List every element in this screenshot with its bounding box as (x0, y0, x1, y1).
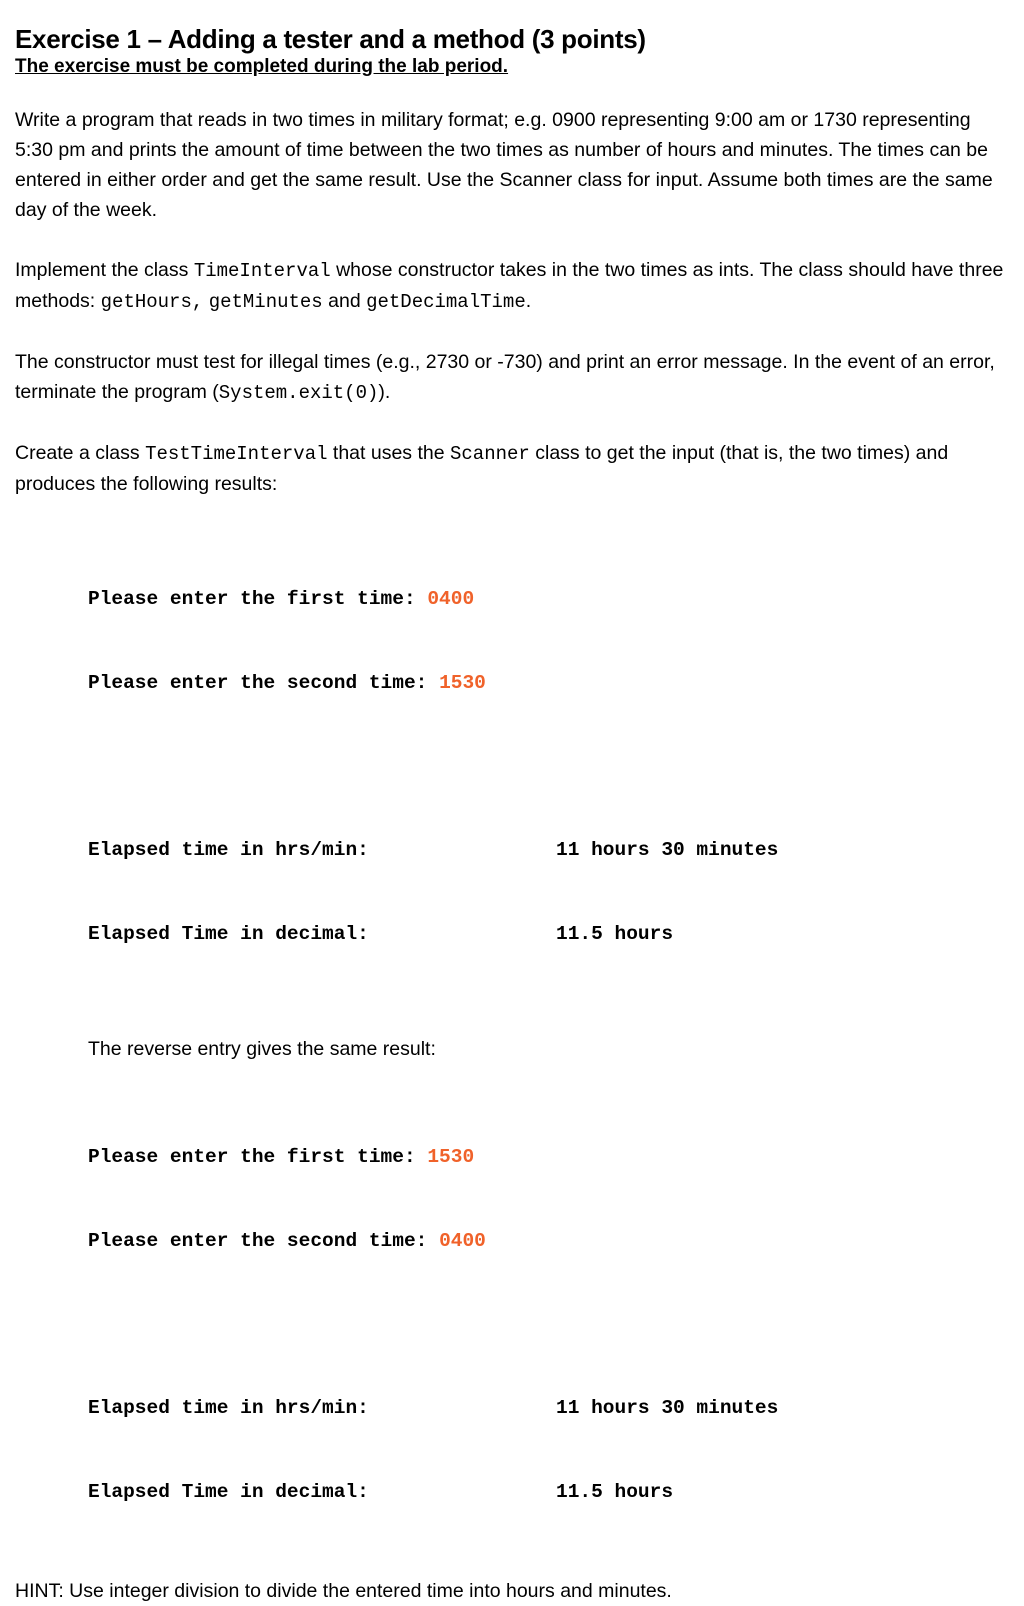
result-label-decimal: Elapsed Time in decimal: (88, 923, 369, 945)
paragraph-constructor-text-1: The constructor must test for illegal times (e.g., 2730 or -730) and print an error message. In the event of an error, terminate the program ( (15, 351, 995, 403)
console-line-first-time (88, 1143, 1010, 1171)
result-row-hrs-min (88, 836, 1010, 864)
console-line-first-time (88, 585, 1010, 613)
result-row-decimal (88, 1478, 1010, 1506)
paragraph-implement (15, 255, 1010, 317)
result-value-hrs-min: 11 hours 30 minutes (556, 1397, 779, 1419)
prompt-first-time: Please enter the first time: (88, 1146, 428, 1168)
input-first-time: 1530 (427, 1146, 475, 1168)
paragraph-implement-text-5: . (525, 290, 532, 312)
paragraph-tester-text-1: Create a class (15, 442, 146, 464)
exercise-subtitle: The exercise must be completed during the lab period. (15, 56, 509, 77)
paragraph-implement-text-1: Implement the class (15, 259, 194, 281)
paragraph-constructor-text-2: ). (378, 381, 391, 403)
class-name-scanner: Scanner (450, 443, 530, 465)
console-example-1 (88, 529, 1010, 1004)
paragraph-tester (15, 438, 1010, 499)
class-name-timeinterval: TimeInterval (193, 260, 331, 282)
result-value-decimal: 11.5 hours (556, 923, 674, 945)
paragraph-tester-text-2: that uses the (327, 442, 450, 464)
input-first-time: 0400 (427, 588, 475, 610)
paragraph-constructor (15, 347, 1010, 408)
console-line-second-time (88, 1227, 1010, 1255)
console-example-2 (88, 1087, 1010, 1562)
method-gethours: getHours, (100, 291, 204, 313)
document-page (15, 22, 1010, 1606)
result-row-decimal (88, 920, 1010, 948)
class-name-testtimeinterval: TestTimeInterval (145, 443, 328, 465)
prompt-first-time: Please enter the first time: (88, 588, 428, 610)
prompt-second-time: Please enter the second time: (88, 1230, 440, 1252)
console-line-second-time (88, 669, 1010, 697)
result-row-hrs-min (88, 1394, 1010, 1422)
hint-text: HINT: Use integer division to divide the entered time into hours and minutes. (15, 1580, 672, 1602)
input-second-time: 0400 (439, 1230, 486, 1252)
paragraph-tester-text-3: class to get the input (that is, the two times) and produces the following results: (15, 442, 949, 495)
exercise-title: Exercise 1 – Adding a tester and a method (3 points) (15, 24, 646, 54)
input-second-time: 1530 (439, 672, 486, 694)
paragraph-intro: Write a program that reads in two times in military format; e.g. 0900 representing 9:00 am or 1730 representing 5:30 pm and prints the amount of time between the two times as number of hours and minutes. The times can be entered in either order and get the same result. Use the Scanner class for input. Assume both times are the same day of the week. (15, 109, 993, 221)
system-exit-code: System.exit(0) (218, 382, 379, 404)
result-label-decimal: Elapsed Time in decimal: (88, 1481, 369, 1503)
paragraph-implement-text-4: and (322, 290, 367, 312)
result-value-decimal: 11.5 hours (556, 1481, 674, 1503)
result-label-hrs-min: Elapsed time in hrs/min: (88, 839, 369, 861)
result-value-hrs-min: 11 hours 30 minutes (556, 839, 779, 861)
method-getdecimaltime: getDecimalTime (366, 291, 526, 313)
prompt-second-time: Please enter the second time: (88, 672, 440, 694)
paragraph-implement-text-2: whose constructor takes in the two times as ints. The class should have three methods: (15, 259, 1004, 312)
result-label-hrs-min: Elapsed time in hrs/min: (88, 1397, 369, 1419)
method-getminutes: getMinutes (208, 291, 323, 313)
reverse-entry-note: The reverse entry gives the same result: (88, 1038, 436, 1060)
